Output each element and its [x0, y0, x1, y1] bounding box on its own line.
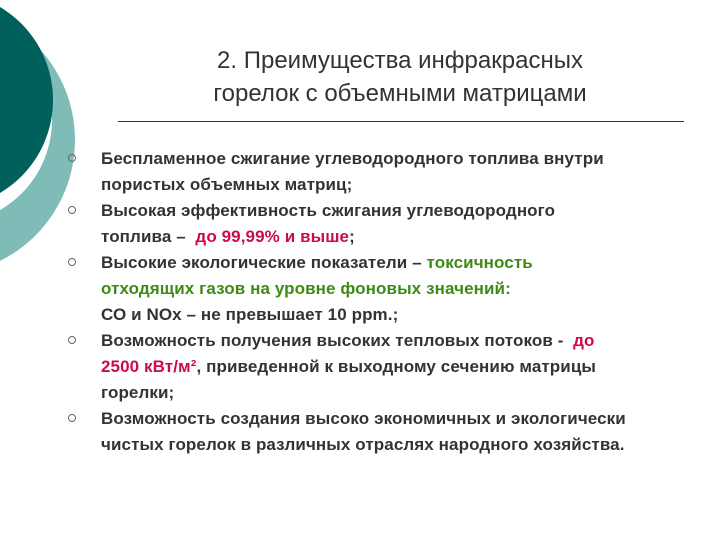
toxicity-highlight: токсичность: [426, 253, 533, 272]
list-item: [0, 406, 720, 458]
list-item-text: [101, 198, 720, 250]
toxicity-highlight-line: отходящих газов на уровне фоновых значений:: [101, 279, 511, 298]
bullet-icon: [68, 258, 76, 266]
efficiency-highlight: до 99,99% и выше: [195, 227, 350, 246]
list-item: [0, 146, 720, 198]
bullet-icon: [68, 414, 76, 422]
list-item-line: горелки;: [101, 383, 175, 402]
list-item: [0, 198, 720, 250]
list-item-text: [101, 250, 720, 328]
bullet-icon: [68, 206, 76, 214]
list-item-line: [101, 354, 720, 380]
list-item-line: СО и NOx – не превышает 10 ppm.;: [101, 305, 399, 324]
list-item-text: [101, 146, 720, 198]
bullet-icon: [68, 154, 76, 162]
title-divider: [118, 121, 684, 122]
list-item: [0, 328, 720, 406]
slide-title: [120, 44, 680, 110]
list-item-fragment: топлива –: [101, 227, 196, 246]
slide-title-line-1: 2. Преимущества инфракрасных: [217, 47, 583, 74]
list-item-line: Беспламенное сжигание углеводородного топлива внутри: [101, 149, 604, 168]
list-item-line: Высокая эффективность сжигания углеводородного: [101, 201, 556, 220]
slide-title-line-2: горелок с объемными матрицами: [213, 80, 587, 107]
heat-flux-value: 2500: [101, 357, 145, 376]
list-item-line: чистых горелок в различных отраслях народного хозяйства.: [101, 435, 625, 454]
list-item-fragment: Высокие экологические показатели –: [101, 253, 427, 272]
list-item-line: Возможность создания высоко экономичных и экологически: [101, 409, 626, 428]
advantages-list: [0, 146, 720, 458]
list-item-fragment: , приведенной к выходному сечению матрицы: [196, 357, 597, 376]
list-item-fragment: Возможность получения высоких тепловых потоков -: [101, 331, 574, 350]
list-item-text: [101, 406, 720, 458]
list-item-line: [101, 250, 720, 276]
list-item-line: [101, 224, 720, 250]
list-item-fragment: ;: [349, 227, 355, 246]
list-item-text: [101, 328, 720, 406]
bullet-icon: [68, 336, 76, 344]
list-item-line: [101, 328, 720, 354]
list-item-line: пористых объемных матриц;: [101, 175, 353, 194]
list-item: [0, 250, 720, 328]
heat-flux-unit: кВт/м²: [144, 357, 197, 376]
heat-flux-highlight: до: [573, 331, 595, 350]
